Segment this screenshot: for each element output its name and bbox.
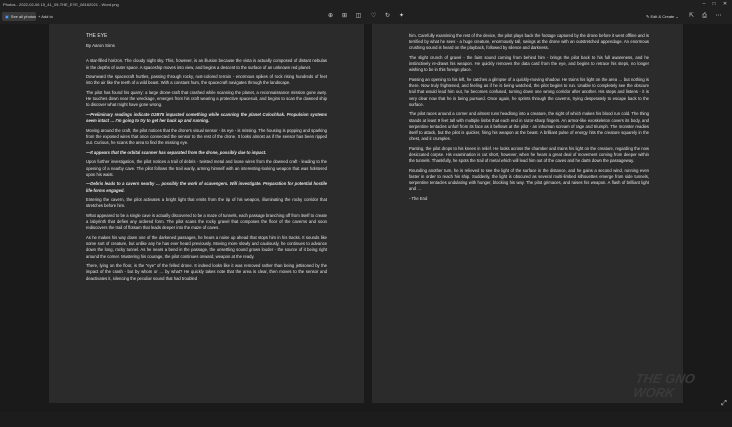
paragraph: Downward the spacecraft hurtles, passing through rocky, rust-colored terrain - enormous spikes of rock rising hundreds of feet into the air like the teeth of a wild beast. With a constant hum, the spacecraft navigates through the landscape. (86, 74, 327, 86)
plus-icon: + (38, 14, 42, 19)
paragraph: There, lying on the floor, is the "eye" of the felled drone. It indeed looks like it was removed rather than being jettisoned by the impact of the crash - but by whom or … by what? He quickly takes note that the area is clear, then moves to the sensor and deactivates it, silencing the peculiar sound that had troubled (86, 263, 327, 281)
document-page-right (372, 24, 683, 403)
paragraph: —It appears that the orbital scanner has separated from the drone, possibly due to impact. (86, 149, 267, 155)
see-all-photos-button[interactable] (2, 12, 36, 21)
paragraph: As he makes his way down one of the darkened passages, he hears a noise up ahead that stops him in his tracks. It sounds like some sort of creature, but unlike any he has ever heard previously. Moving more slowly and cautiously, he continues to advance down the long, rocky tunnel. As he nears a bend in the passage, the unsettling sound grows louder - the source of it being right around the corner. Mustering his courage, the pilot continues onward, weapon at the ready. (86, 234, 327, 259)
edit-create-button[interactable] (646, 12, 679, 21)
paragraph: Panting, the pilot drops to his knees in relief. He looks across the chamber and trains his light on the creature, regarding the now desiccated corpse. His examination is cut short, however, when he hears a great deal of movement coming from deeper within the tunnels. Thankfully, he spots the trail of metal which will lead him out of the caves and he darts down the passageway. (409, 145, 649, 164)
add-to-button[interactable] (38, 12, 53, 21)
paragraph: Upon further investigation, the pilot notices a trail of debris - twisted metal and loose wires from the downed craft - leading to the opening of a nearby cave. The pilot follows the trail warily, arming himself with an interesting-looking weapon that was holstered upon his waist. (86, 159, 327, 177)
the-end-text: - The End (409, 196, 428, 202)
paragraph: A star-filled horizon. The cloudy night sky. This, however, is an illusion because the vista is actually composed of distant nebulas in the depths of outer space. A spaceship moves into view, and begins a descent to the surface of an unknown red planet. (86, 58, 327, 70)
document-title: THE EYE (86, 33, 108, 39)
paragraph: Rounding another turn, he is relieved to see the light of the surface in the distance, and he gains a second wind, running even faster in order to reach his ship. Suddenly, the light is obscured as several multi-limbed silhouettes emerge from side tunnels, serpentine tentacles undulating with hunger, blocking his way. The pilot grimaces, and raises his weapon. A flash of brilliant light and … (409, 167, 649, 192)
rotate-icon[interactable]: ↻ (384, 13, 391, 19)
paragraph: him. Carefully examining the rest of the device, the pilot plays back the footage captured by the drone before it went offline and is terrified by what he sees - a huge creature, enormously tall, swings at the drone with an outstretched appendage. An enormous crushing sound is heard on the playback, followed by silence and darkness. (409, 33, 649, 51)
favorite-icon[interactable]: ♡ (370, 13, 377, 19)
zoom-in-icon[interactable]: ⊕ (327, 13, 334, 19)
window-title: Photos - 2022-02-06 15_41_09-THE_EYE_08162021 - Word.png (3, 2, 119, 7)
print-icon[interactable]: ⎙ (702, 13, 707, 19)
photo-viewer (0, 24, 732, 412)
paragraph: What appeared to be a single cave is actually discovered to be a maze of tunnels, each passage branching off from itself to create a labyrinth that defies any ordered form. The pilot scans the rocky gravel that composes the floor of the caverns and soon rediscovers the trail of flotsam that leads deeper into the maze of caves. (86, 212, 327, 231)
paragraph: Passing an opening to his left, he catches a glimpse of a quickly-moving shadow. He trains his light on the area … but nothing is there. Now truly frightened, and feeling as if he is being watched, the pilot begins to run. Unable to completely see the obscure trail that would lead him out, he becomes confused, turning down one wrong corridor after another. His steps and listens - it is very clear now that he is being pursued. Once again, he sprints through the caverns, trying desperately to escape back to the surface. (409, 77, 649, 107)
enhance-icon[interactable]: ✦ (398, 13, 405, 19)
expand-icon[interactable]: ⤢ (721, 400, 727, 407)
crop-icon[interactable]: ⊞ (341, 13, 348, 19)
title-bar (0, 0, 732, 9)
close-icon[interactable]: ✕ (722, 1, 728, 7)
photos-icon: ▣ (5, 14, 9, 19)
paragraph: The slight crunch of gravel - the faint sound coming from behind him - brings the pilot back to his full awareness, and he instinctively re-draws his weapon. He quickly removes the data card from the eye, and begins to retrace his steps, no longer wishing to be in this foreign place. (409, 55, 649, 73)
minimize-icon[interactable]: – (702, 1, 706, 7)
paragraph: Entering the cavern, the pilot activates a bright light that emits from the tip of his weapon, illuminating the rocky corridor that stretches before him. (86, 197, 327, 209)
paragraph: —Debris leads to a cavern nearby … possibly the work of scavengers. Will investigate. Preparation for potential hostile life-forms engaged. (86, 181, 327, 193)
watermark-logo: THE GNO WORK (631, 371, 697, 400)
document-author: By Aaron Sims (86, 43, 115, 49)
chevron-down-icon: ⌄ (674, 14, 679, 19)
more-icon[interactable]: ⋯ (715, 13, 722, 19)
toolbar (0, 9, 732, 24)
page-gutter (364, 24, 372, 403)
paragraph: —Preliminary readings indicate D2B75 impacted something while scanning the planet Colochhak. Propulsion systems seem intact … I'm going to try to get her back up and running. (86, 112, 327, 124)
edit-icon: ✎ (646, 14, 651, 19)
paragraph: Moving around the craft, the pilot notices that the drone's visual sensor - its eye - is missing. The housing is popping and sparking from the exposed wires that once connected the sensor to the rest of the drone. It looks almost as if the sensor has been ripped out. Curious, he scans the area to find the missing eye. (86, 127, 327, 146)
left-paragraphs (86, 58, 327, 281)
delete-icon[interactable]: ◫ (355, 13, 362, 19)
share-icon[interactable]: ⇱ (688, 13, 695, 19)
maximize-icon[interactable]: □ (712, 1, 716, 7)
paragraph: The pilot has found his quarry: a large drone-craft that crashed while scanning the planet, a reconnaissance mission gone awry. He touches down near the wreckage, emerges from his craft wearing a protective spacesuit, and begins to scan the downed ship to discover what might have gone wrong. (86, 90, 327, 108)
add-to-label: Add to (41, 14, 53, 19)
paragraph: The pilot races around a corner and almost runs headlong into a creature, the sight of which makes his blood run cold. The thing stands at least 9 feet tall with multiple limbs that each end in razor-sharp fingers. An armor-like exoskeleton covers its body, and serpentine tentacles unfurl from its face as it bellows at the pilot - an inhuman scream of rage and triumph. The monster readies itself to attack, but the pilot is quicker, firing his weapon at the beast. A brilliant pulse of energy hits the creature squarely in the chest, and it crumples. (409, 111, 649, 142)
edit-create-label: Edit & Create (650, 14, 675, 19)
document-page-left (49, 24, 364, 403)
see-all-photos-label: See all photos (10, 14, 37, 19)
right-paragraphs (409, 33, 649, 193)
